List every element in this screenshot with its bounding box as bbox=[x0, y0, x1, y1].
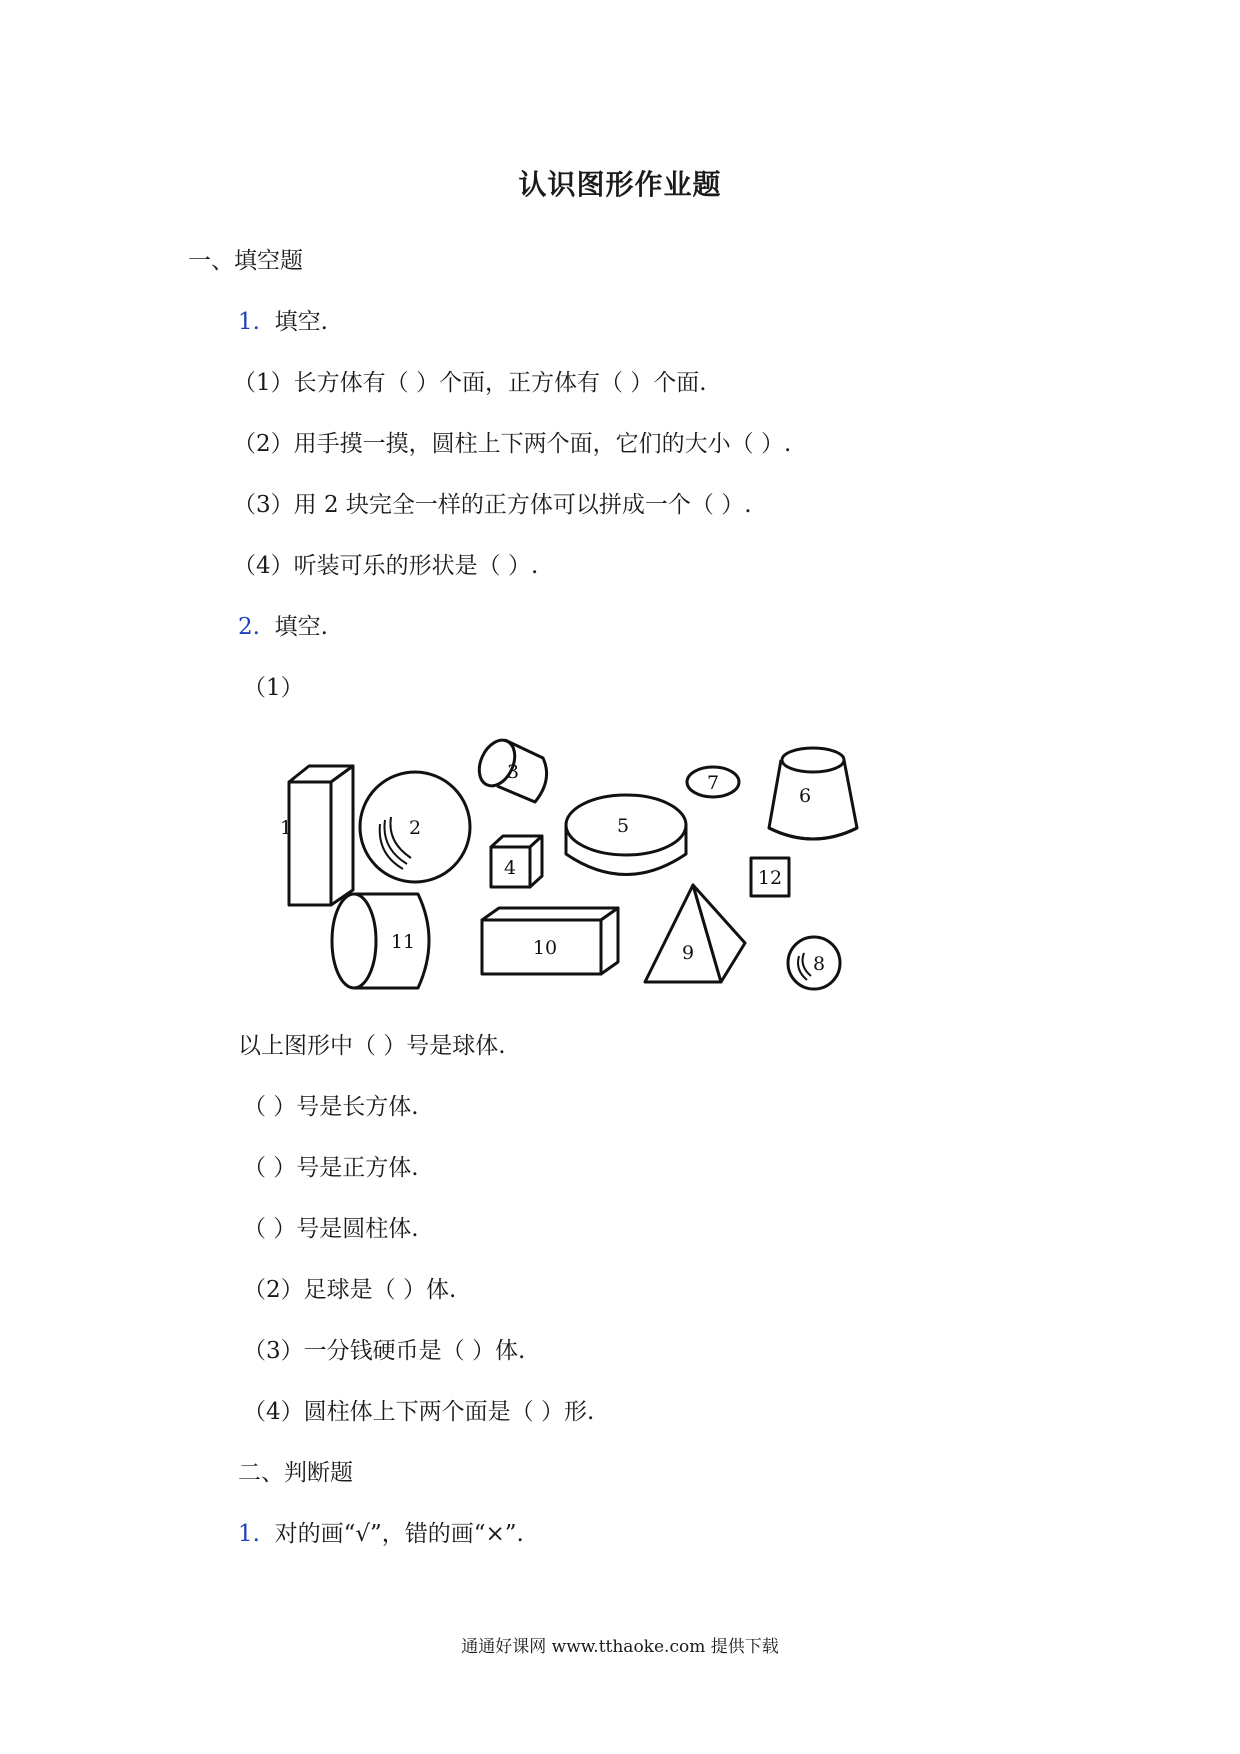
page-footer: 通通好课网 www.tthaoke.com 提供下载 bbox=[461, 1637, 779, 1657]
q2-item-7: （4）圆柱体上下两个面是（ ）形. bbox=[243, 1399, 595, 1425]
q2-item-6: （3）一分钱硬币是（ ）体. bbox=[243, 1338, 526, 1364]
q1-item-3: （3）用 2 块完全一样的正方体可以拼成一个（ ）. bbox=[233, 492, 752, 518]
label-12: 12 bbox=[757, 867, 783, 889]
label-2: 2 bbox=[408, 817, 422, 839]
section-heading-true-false: 二、判断题 bbox=[238, 1460, 353, 1486]
shape-9-pyramid bbox=[645, 885, 745, 982]
q2-part1-label: （1） bbox=[243, 675, 304, 701]
question-text: 填空. bbox=[274, 309, 328, 335]
q2-item-4: （ ）号是圆柱体. bbox=[243, 1216, 419, 1242]
section-heading-fill-blank: 一、填空题 bbox=[188, 248, 303, 274]
q2-item-1: 以上图形中（ ）号是球体. bbox=[238, 1033, 506, 1059]
q2-item-3: （ ）号是正方体. bbox=[243, 1155, 419, 1181]
label-11: 11 bbox=[390, 931, 416, 953]
label-8: 8 bbox=[812, 953, 826, 975]
question-number: 1. bbox=[238, 309, 260, 335]
question-text: 填空. bbox=[274, 614, 328, 640]
question-tf-1 bbox=[238, 1519, 524, 1549]
shape-4-cube bbox=[491, 836, 542, 887]
q1-item-2: （2）用手摸一摸，圆柱上下两个面，它们的大小（ ）. bbox=[233, 431, 792, 457]
label-7: 7 bbox=[706, 772, 720, 794]
q1-item-4: （4）听装可乐的形状是（ ）. bbox=[233, 553, 539, 579]
q1-item-1: （1）长方体有（ ）个面，正方体有（ ）个面. bbox=[233, 370, 707, 396]
shape-6-frustum bbox=[769, 748, 857, 839]
q2-item-2: （ ）号是长方体. bbox=[243, 1094, 419, 1120]
question-2 bbox=[238, 612, 328, 642]
label-5: 5 bbox=[616, 815, 630, 837]
shapes-figure bbox=[279, 730, 953, 1005]
page-title: 认识图形作业题 bbox=[518, 168, 722, 201]
shape-1-cuboid bbox=[289, 766, 353, 905]
label-4: 4 bbox=[503, 857, 517, 879]
label-10: 10 bbox=[532, 937, 558, 959]
question-number: 2. bbox=[238, 614, 260, 640]
label-9: 9 bbox=[681, 942, 695, 964]
label-6: 6 bbox=[798, 785, 812, 807]
label-3: 3 bbox=[506, 761, 520, 783]
question-1 bbox=[238, 307, 328, 337]
label-1: 1 bbox=[279, 817, 293, 839]
q2-item-5: （2）足球是（ ）体. bbox=[243, 1277, 457, 1303]
question-number: 1. bbox=[238, 1521, 260, 1547]
question-text: 对的画“√”，错的画“×”. bbox=[274, 1521, 524, 1547]
